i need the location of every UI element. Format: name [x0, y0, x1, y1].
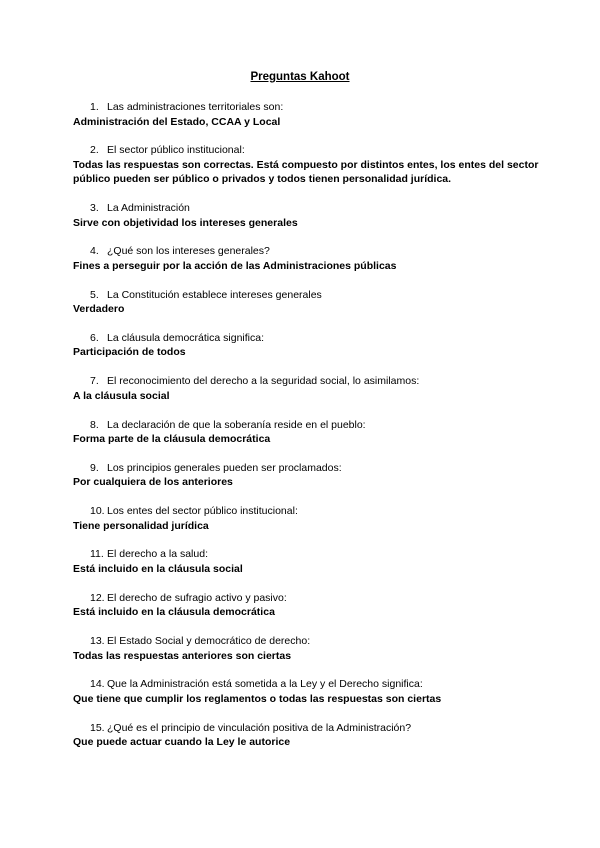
question-label: La Administración — [107, 202, 190, 215]
qa-item-6 — [73, 331, 543, 360]
qa-item-8 — [73, 418, 543, 447]
qa-item-14 — [73, 677, 543, 706]
question-label: La declaración de que la soberanía reside en el pueblo: — [107, 418, 366, 431]
qa-item-15 — [73, 721, 543, 750]
question-label: ¿Qué es el principio de vinculación positiva de la Administración? — [107, 721, 412, 734]
answer-text: Está incluido en la cláusula social — [73, 562, 243, 575]
answer-text: A la cláusula social — [73, 389, 170, 402]
question-label: El derecho de sufragio activo y pasivo: — [107, 591, 287, 604]
question-text — [73, 461, 543, 476]
answer-text: Que tiene que cumplir los reglamentos o todas las respuestas son ciertas — [73, 692, 442, 705]
question-label: ¿Qué son los intereses generales? — [107, 245, 270, 258]
qa-item-11 — [73, 547, 543, 576]
question-number: 2. — [90, 144, 99, 157]
question-text — [73, 504, 543, 519]
answer-text: Tiene personalidad jurídica — [73, 519, 209, 532]
question-text — [73, 721, 543, 736]
question-number: 12. — [90, 591, 105, 604]
question-number: 15. — [90, 721, 105, 734]
qa-item-9 — [73, 461, 543, 490]
question-text — [73, 100, 543, 115]
answer-text: Todas las respuestas anteriores son ciertas — [73, 649, 292, 662]
answer-text: Está incluido en la cláusula democrática — [73, 606, 275, 619]
question-label: El Estado Social y democrático de derecho: — [107, 635, 311, 648]
question-number: 4. — [90, 245, 99, 258]
question-number: 14. — [90, 678, 105, 691]
question-label: El reconocimiento del derecho a la seguridad social, lo asimilamos: — [107, 375, 420, 388]
question-text — [73, 288, 543, 303]
answer-text: Todas las respuestas son correctas. Está compuesto por distintos entes, los entes del sector público pueden ser público o privados y todos tienen personalidad jurídica. — [73, 158, 539, 186]
document-title: Preguntas Kahoot — [250, 71, 350, 83]
answer-text: Fines a perseguir por la acción de las Administraciones públicas — [73, 259, 397, 272]
question-text — [73, 634, 543, 649]
answer-text: Forma parte de la cláusula democrática — [73, 433, 271, 446]
question-label: Los principios generales pueden ser proclamados: — [107, 461, 342, 474]
question-number: 7. — [90, 375, 99, 388]
qa-item-12 — [73, 591, 543, 620]
question-number: 3. — [90, 202, 99, 215]
question-text — [73, 677, 543, 692]
qa-item-5 — [73, 288, 543, 317]
qa-item-1 — [73, 100, 543, 129]
question-text — [73, 331, 543, 346]
question-text — [73, 418, 543, 433]
qa-item-2 — [73, 143, 543, 187]
answer-text: Verdadero — [73, 303, 125, 316]
answer-text: Que puede actuar cuando la Ley le autorice — [73, 736, 291, 749]
question-label: Las administraciones territoriales son: — [107, 101, 284, 113]
question-label: La Constitución establece intereses generales — [107, 288, 322, 301]
question-label: El sector público institucional: — [107, 144, 245, 157]
question-text — [73, 143, 543, 158]
question-number: 9. — [90, 461, 99, 474]
question-number: 11. — [90, 548, 104, 561]
qa-item-13 — [73, 634, 543, 663]
question-text — [73, 201, 543, 216]
question-label: Que la Administración está sometida a la Ley y el Derecho significa: — [107, 678, 423, 691]
answer-text: Por cualquiera de los anteriores — [73, 476, 233, 489]
question-number: 5. — [90, 288, 99, 301]
question-text — [73, 547, 543, 562]
question-list — [73, 100, 543, 764]
question-number: 10. — [90, 505, 105, 518]
answer-text: Participación de todos — [73, 346, 186, 359]
question-number: 1. — [90, 101, 99, 113]
question-label: La cláusula democrática significa: — [107, 331, 264, 344]
qa-item-4 — [73, 244, 543, 273]
answer-text: Sirve con objetividad los intereses generales — [73, 216, 298, 229]
question-text — [73, 244, 543, 259]
question-number: 8. — [90, 418, 99, 431]
question-label: El derecho a la salud: — [107, 548, 208, 561]
question-text — [73, 374, 543, 389]
answer-text: Administración del Estado, CCAA y Local — [73, 115, 281, 128]
qa-item-10 — [73, 504, 543, 533]
question-number: 13. — [90, 635, 105, 648]
question-text — [73, 591, 543, 606]
qa-item-3 — [73, 201, 543, 230]
question-number: 6. — [90, 331, 99, 344]
question-label: Los entes del sector público institucional: — [107, 505, 298, 518]
qa-item-7 — [73, 374, 543, 403]
